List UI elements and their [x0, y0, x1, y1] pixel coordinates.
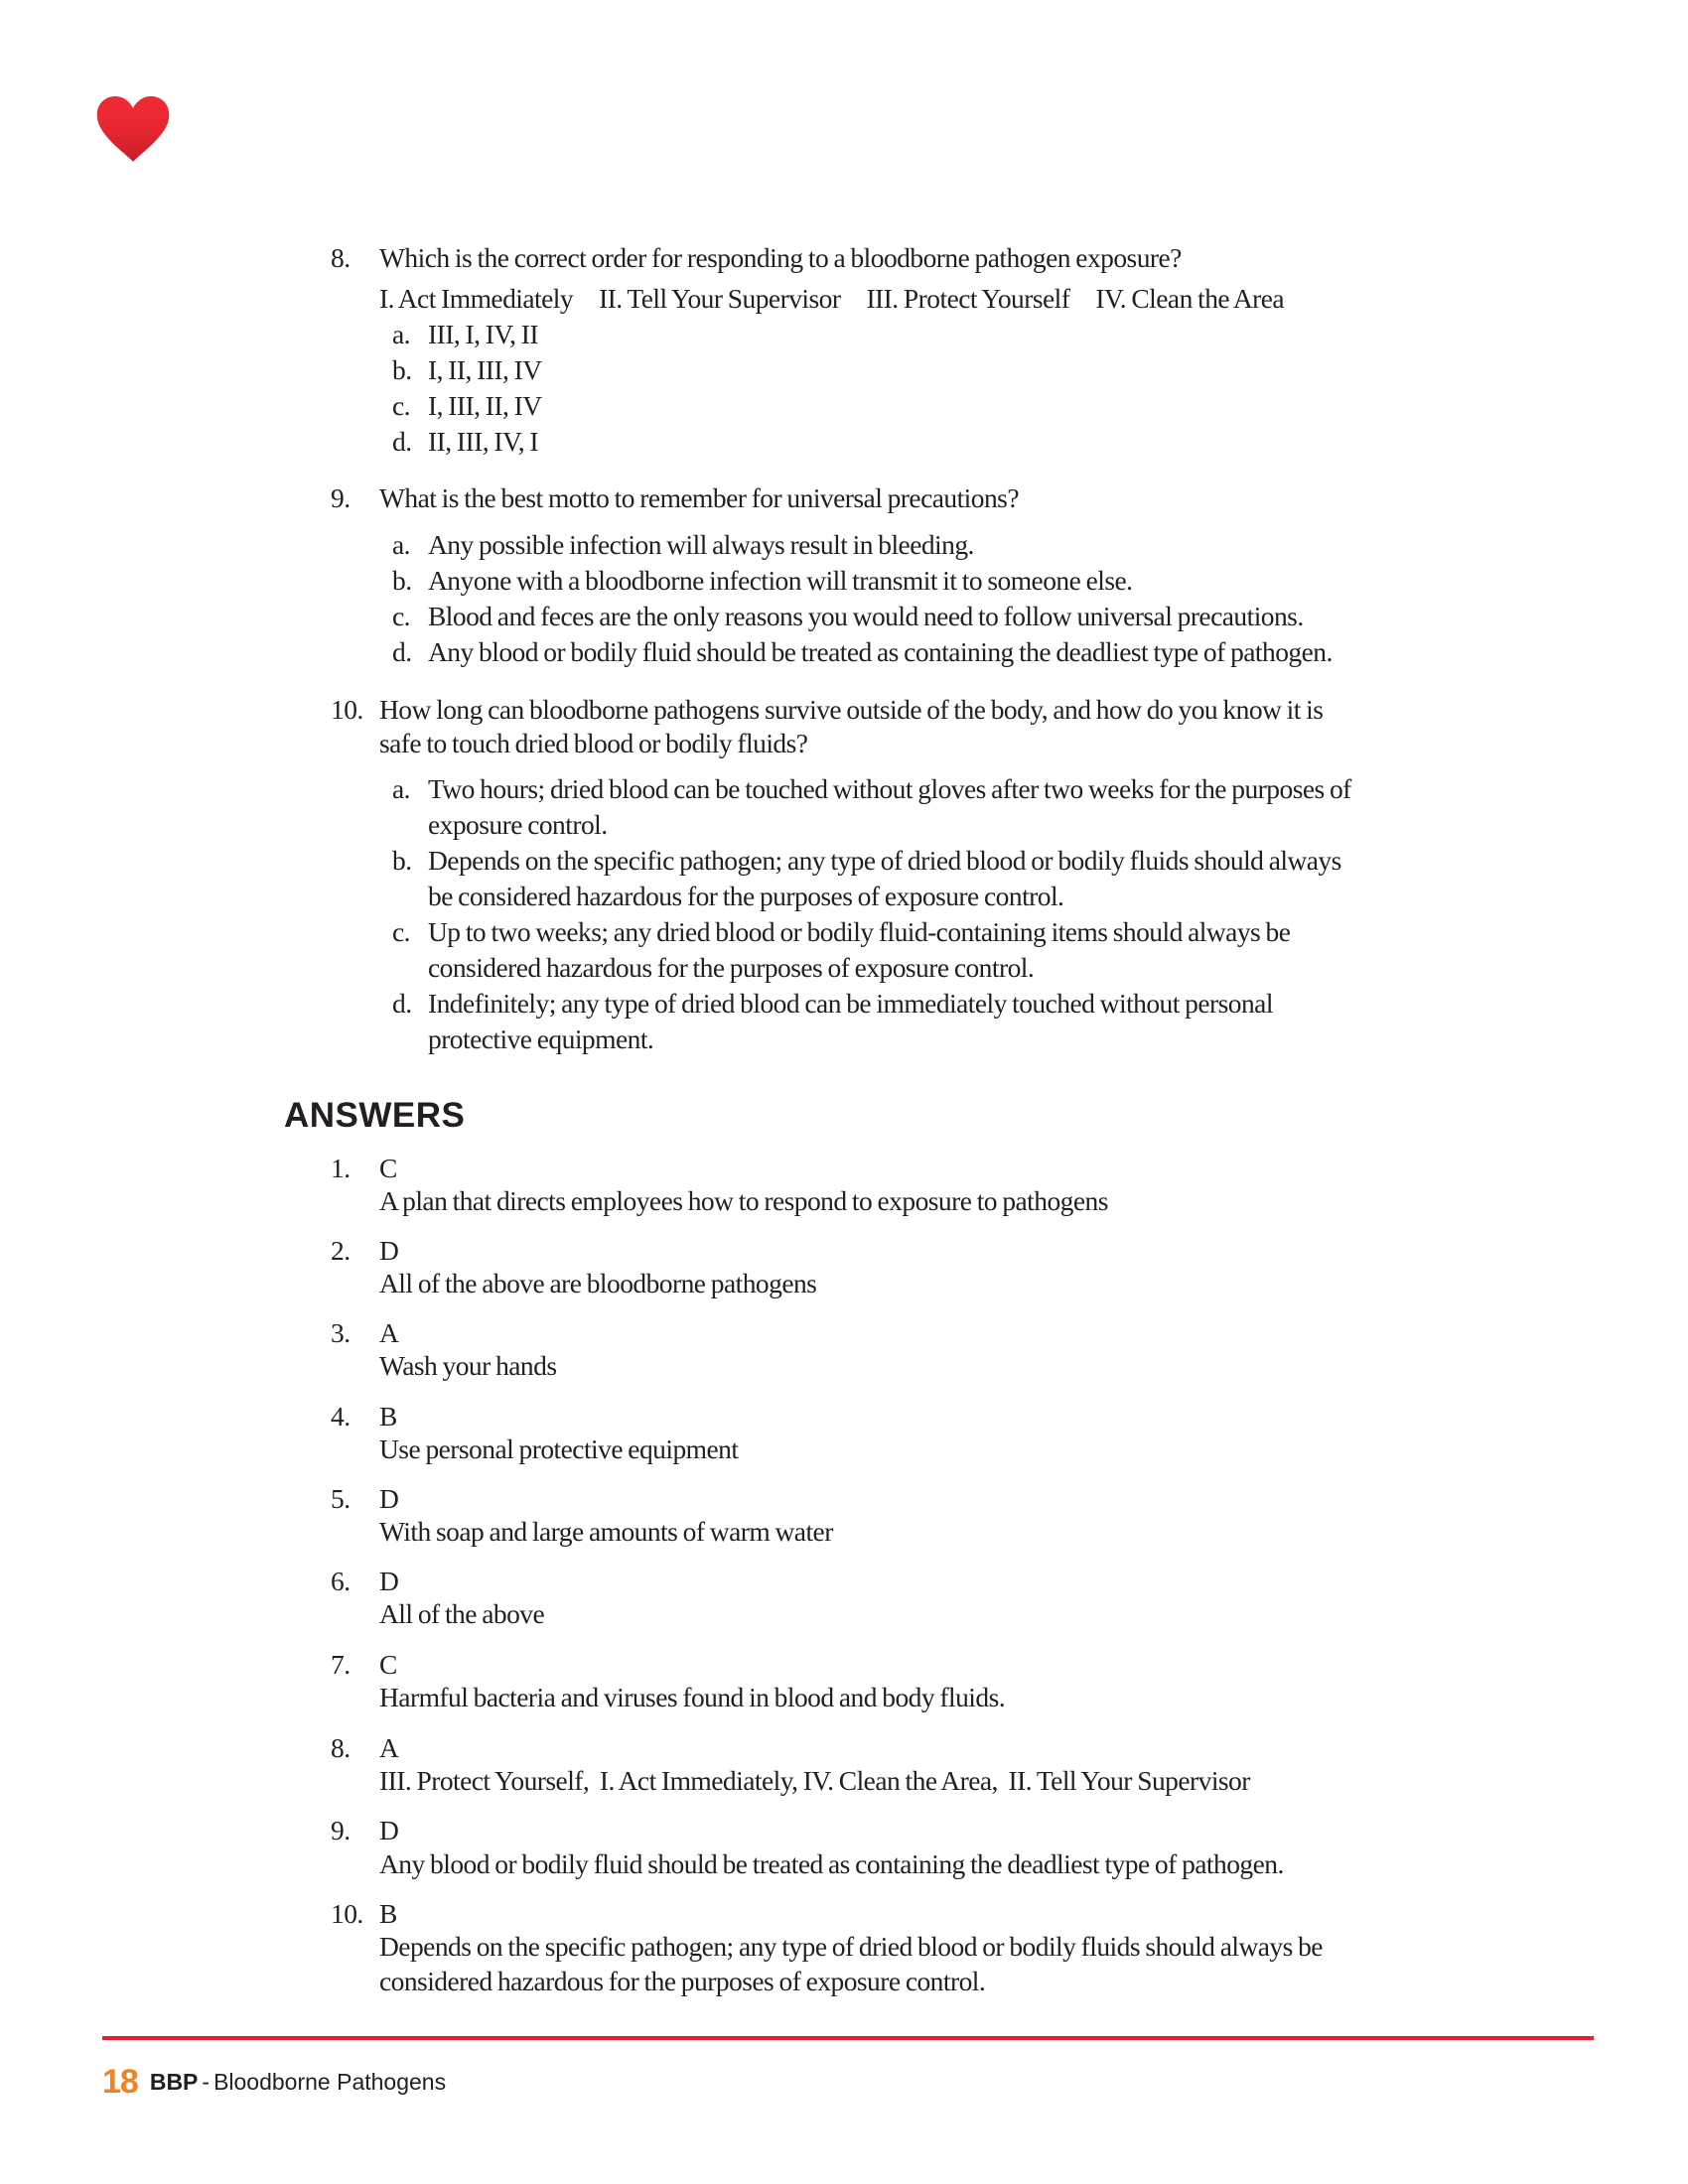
answer-letter: B — [379, 1898, 397, 1929]
answer-letter: D — [379, 1815, 399, 1845]
answer-text: Harmful bacteria and viruses found in blood and body fluids. — [379, 1682, 1006, 1712]
answer-number: 2. — [331, 1235, 351, 1266]
option-text: II, III, IV, I — [428, 426, 538, 457]
option-text: I, II, III, IV — [428, 354, 542, 385]
answer-text: All of the above — [379, 1598, 545, 1629]
answer-letter: B — [379, 1401, 397, 1432]
option-text: exposure control. — [428, 809, 608, 840]
answer-number: 5. — [331, 1483, 351, 1514]
answer-text: Any blood or bodily fluid should be treated as containing the deadliest type of pathogen. — [379, 1848, 1284, 1879]
option-letter: b. — [392, 565, 412, 596]
step-2: II. Tell Your Supervisor — [599, 283, 841, 314]
option-letter: d. — [392, 988, 412, 1019]
answer-text: All of the above are bloodborne pathogens — [379, 1268, 817, 1298]
answer-number: 4. — [331, 1401, 351, 1432]
answer-text: Use personal protective equipment — [379, 1433, 739, 1464]
answer-letter: C — [379, 1153, 397, 1183]
answer-number: 3. — [331, 1317, 351, 1348]
question-number: 9. — [331, 482, 351, 513]
answer-text: considered hazardous for the purposes of exposure control. — [379, 1966, 986, 1996]
page-footer — [102, 2063, 446, 2102]
footer-separator: - — [202, 2069, 211, 2095]
question-text: What is the best motto to remember for universal precautions? — [379, 482, 1019, 513]
option-letter: d. — [392, 636, 412, 667]
question-text: safe to touch dried blood or bodily fluids? — [379, 728, 808, 758]
option-letter: c. — [392, 601, 410, 631]
option-text: protective equipment. — [428, 1024, 654, 1054]
question-number: 10. — [331, 694, 363, 725]
option-text: Any possible infection will always result in bleeding. — [428, 529, 974, 560]
answer-text: With soap and large amounts of warm water — [379, 1516, 833, 1547]
step-1: I. Act Immediately — [379, 283, 574, 314]
answer-letter: D — [379, 1235, 399, 1266]
option-text: Indefinitely; any type of dried blood can be immediately touched without personal — [428, 988, 1273, 1019]
answer-number: 7. — [331, 1649, 351, 1680]
response-steps — [379, 281, 1284, 317]
question-number: 8. — [331, 242, 351, 273]
option-letter: c. — [392, 390, 410, 421]
answer-number: 8. — [331, 1732, 351, 1763]
option-text: Anyone with a bloodborne infection will transmit it to someone else. — [428, 565, 1133, 596]
document-abbreviation: BBP — [149, 2069, 199, 2095]
answer-number: 1. — [331, 1153, 351, 1183]
option-text: Depends on the specific pathogen; any type of dried blood or bodily fluids should always — [428, 845, 1341, 876]
step-3: III. Protect Yourself — [866, 283, 1070, 314]
answer-text: A plan that directs employees how to respond to exposure to pathogens — [379, 1185, 1108, 1216]
answer-letter: A — [379, 1732, 399, 1763]
option-text: Two hours; dried blood can be touched without gloves after two weeks for the purposes of — [428, 773, 1351, 804]
option-text: III, I, IV, II — [428, 319, 538, 349]
answer-number: 9. — [331, 1815, 351, 1845]
option-text: be considered hazardous for the purposes of exposure control. — [428, 881, 1064, 911]
option-letter: b. — [392, 845, 412, 876]
answer-letter: A — [379, 1317, 399, 1348]
option-letter: a. — [392, 319, 410, 349]
heart-icon — [96, 96, 170, 162]
step-4: IV. Clean the Area — [1095, 283, 1285, 314]
answers-heading: ANSWERS — [284, 1096, 466, 1135]
answer-letter: C — [379, 1649, 397, 1680]
option-text: Any blood or bodily fluid should be treated as containing the deadliest type of pathogen. — [428, 636, 1333, 667]
option-letter: a. — [392, 529, 410, 560]
option-text: I, III, II, IV — [428, 390, 542, 421]
answer-letter: D — [379, 1566, 399, 1596]
question-text: How long can bloodborne pathogens survive outside of the body, and how do you know it is — [379, 694, 1324, 725]
answer-text: III. Protect Yourself, I. Act Immediately, IV. Clean the Area, II. Tell Your Supervisor — [379, 1765, 1250, 1796]
option-letter: c. — [392, 916, 410, 947]
option-text: considered hazardous for the purposes of exposure control. — [428, 952, 1035, 983]
document-title: Bloodborne Pathogens — [213, 2069, 447, 2095]
question-text: Which is the correct order for responding to a bloodborne pathogen exposure? — [379, 242, 1182, 273]
option-letter: b. — [392, 354, 412, 385]
option-letter: a. — [392, 773, 410, 804]
option-text: Up to two weeks; any dried blood or bodily fluid-containing items should always be — [428, 916, 1291, 947]
option-text: Blood and feces are the only reasons you would need to follow universal precautions. — [428, 601, 1304, 631]
answer-text: Wash your hands — [379, 1350, 557, 1381]
answer-text: Depends on the specific pathogen; any type of dried blood or bodily fluids should always be — [379, 1931, 1323, 1962]
answer-number: 10. — [331, 1898, 363, 1929]
option-letter: d. — [392, 426, 412, 457]
page-number: 18 — [102, 2063, 138, 2101]
footer-rule — [102, 2036, 1594, 2040]
answer-letter: D — [379, 1483, 399, 1514]
answer-number: 6. — [331, 1566, 351, 1596]
